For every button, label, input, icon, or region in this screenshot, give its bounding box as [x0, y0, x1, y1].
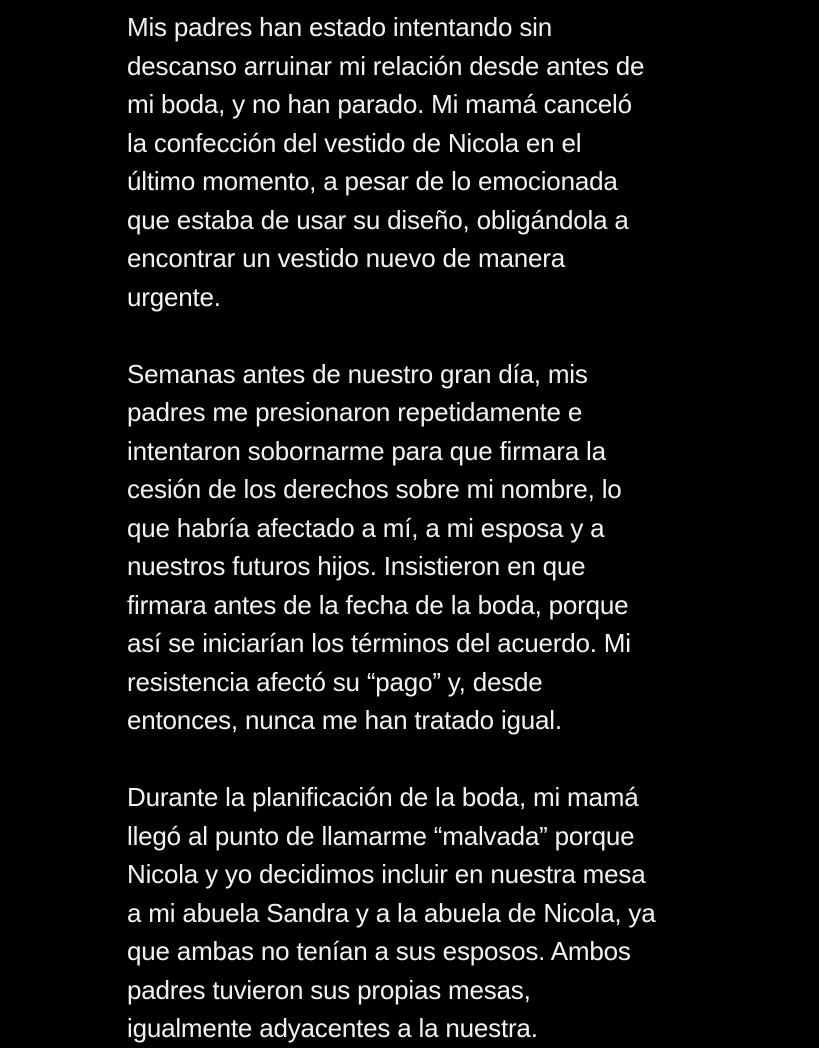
paragraph-line: la confección del vestido de Nicola en el — [127, 127, 582, 158]
paragraph-line: que habría afectado a mí, a mi esposa y a — [127, 512, 605, 543]
paragraph-line: firmara antes de la fecha de la boda, porque — [127, 589, 629, 620]
paragraph-line: encontrar un vestido nuevo de manera — [127, 243, 565, 273]
paragraph-spacer — [127, 316, 759, 355]
paragraph-line: padres me presionaron repetidamente e — [127, 397, 583, 427]
paragraph-line: resistencia afectó su “pago” y, desde — [127, 666, 543, 697]
paragraph-2 — [127, 355, 759, 740]
paragraph-line: Semanas antes de nuestro gran día, mis — [127, 358, 588, 389]
paragraph-line: descanso arruinar mi relación desde antes de — [127, 50, 645, 81]
paragraph-line: entonces, nunca me han tratado igual. — [127, 705, 562, 735]
paragraph-line: padres tuvieron sus propias mesas, — [127, 974, 531, 1005]
paragraph-line: Nicola y yo decidimos incluir en nuestra mesa — [127, 859, 646, 889]
paragraph-1 — [127, 8, 759, 316]
paragraph-line: nuestros futuros hijos. Insistieron en que — [127, 551, 586, 581]
paragraph-spacer — [127, 740, 759, 779]
paragraph-line: Mis padres han estado intentando sin — [127, 12, 552, 42]
paragraph-line: que ambas no tenían a sus esposos. Ambos — [127, 936, 631, 966]
paragraph-line: Durante la planificación de la boda, mi mamá — [127, 782, 639, 812]
paragraph-line: último momento, a pesar de lo emocionada — [127, 166, 618, 196]
paragraph-line: que estaba de usar su diseño, obligándola a — [127, 204, 629, 235]
paragraph-line: llegó al punto de llamarme “malvada” porque — [127, 820, 635, 851]
paragraph-line: cesión de los derechos sobre mi nombre, lo — [127, 474, 622, 504]
paragraph-line: así se iniciarían los términos del acuerdo. Mi — [127, 628, 631, 658]
paragraph-line: intentaron sobornarme para que firmara la — [127, 435, 606, 466]
paragraph-line: a mi abuela Sandra y a la abuela de Nicola, ya — [127, 897, 656, 928]
paragraph-line: urgente. — [127, 281, 221, 312]
paragraph-3 — [127, 778, 759, 1048]
paragraph-line: igualmente adyacentes a la nuestra. — [127, 1013, 538, 1043]
paragraph-line: mi boda, y no han parado. Mi mamá canceló — [127, 89, 632, 119]
